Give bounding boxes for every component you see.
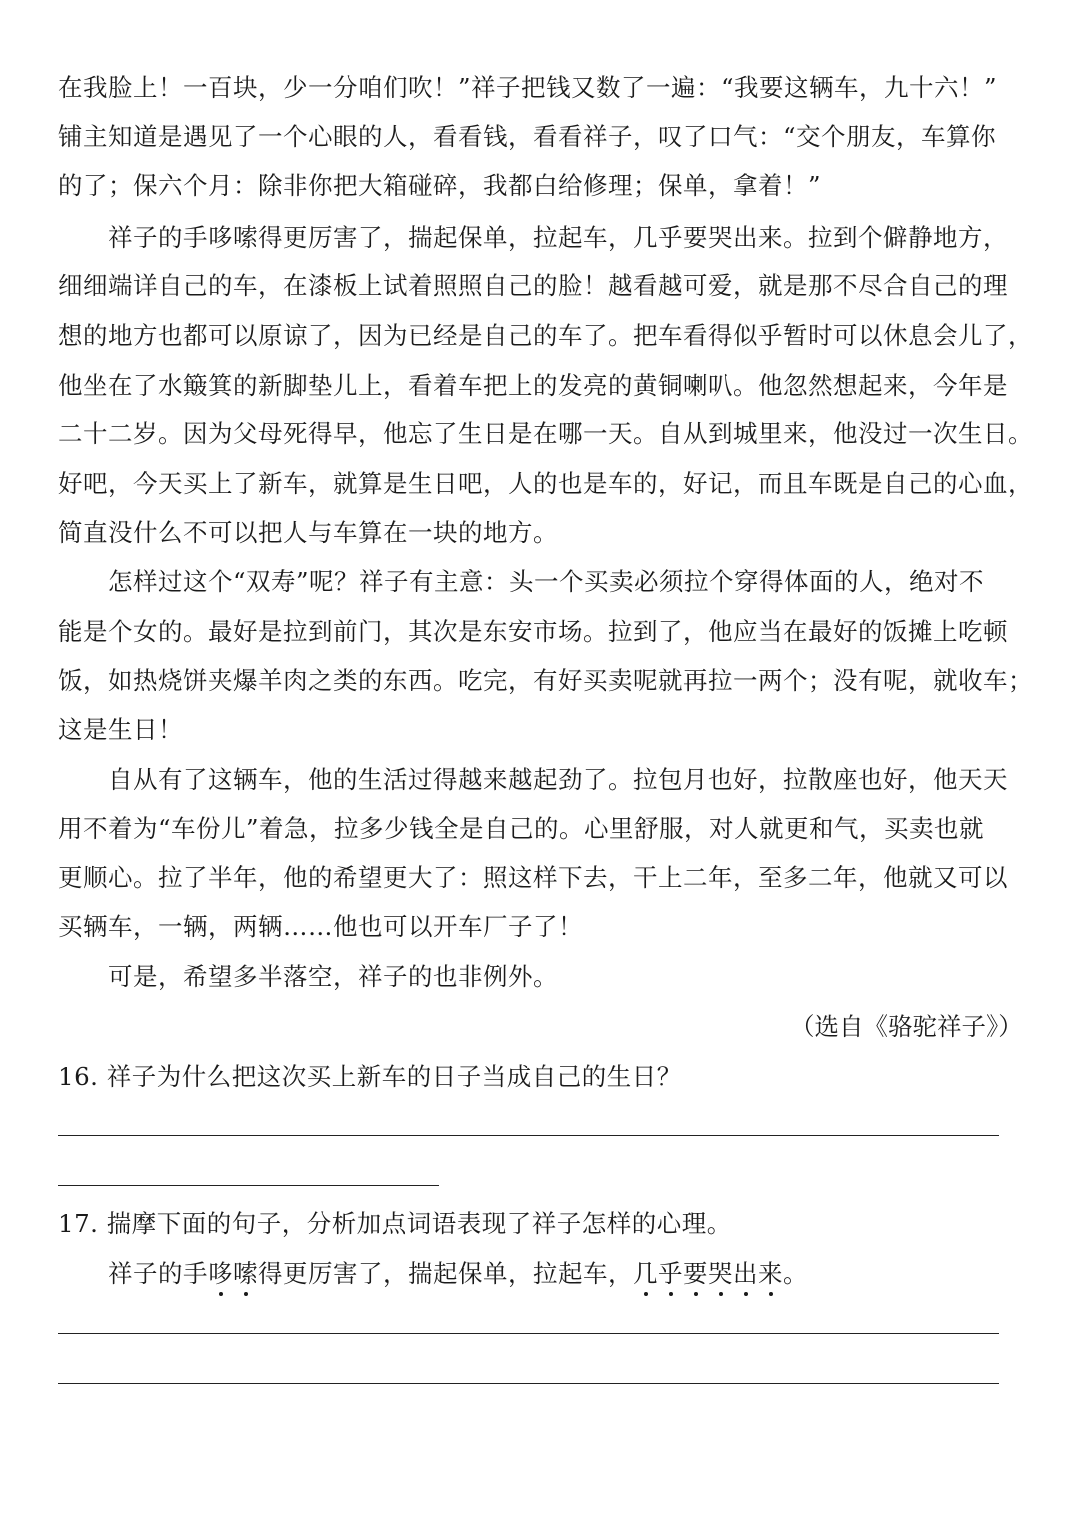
sentence-text: 。: [783, 1259, 808, 1288]
passage-line: 能是个女的。最好是拉到前门，其次是东安市场。拉到了，他应当在最好的饭摊上吃顿: [58, 617, 1008, 646]
passage-line: 用不着为“车份儿”着急，拉多少钱全是自己的。心里舒服，对人就更和气，买卖也就: [58, 814, 985, 843]
dotted-word-char: 几: [633, 1259, 658, 1288]
passage-line: 饭，如热烧饼夹爆羊肉之类的东西。吃完，有好买卖呢就再拉一两个；没有呢，就收车；: [58, 666, 1033, 695]
question-17: 17. 揣摩下面的句子，分析加点词语表现了祥子怎样的心理。: [58, 1209, 732, 1238]
passage-line: 自从有了这辆车，他的生活过得越来越起劲了。拉包月也好，拉散座也好，他天天: [108, 765, 1008, 794]
passage-line: 可是，希望多半落空，祥子的也非例外。: [108, 962, 558, 991]
passage-line: 铺主知道是遇见了一个心眼的人，看看钱，看看祥子，叹了口气：“交个朋友，车算你: [58, 122, 997, 151]
passage-line: 细细端详自己的车，在漆板上试着照照自己的脸！越看越可爱，就是那不尽合自己的理: [58, 271, 1008, 300]
passage-line: 二十二岁。因为父母死得早，他忘了生日是在哪一天。自从到城里来，他没过一次生日。: [58, 419, 1033, 448]
dotted-word-char: 出: [733, 1259, 758, 1288]
dotted-word-char: 哆: [208, 1259, 233, 1288]
passage-line: 简直没什么不可以把人与车算在一块的地方。: [58, 518, 558, 547]
passage-line: 好吧，今天买上了新车，就算是生日吧，人的也是车的，好记，而且车既是自己的心血，: [58, 469, 1033, 498]
passage-line: 更顺心。拉了半年，他的希望更大了：照这样下去，干上二年，至多二年，他就又可以: [58, 863, 1008, 892]
question-16: 16. 祥子为什么把这次买上新车的日子当成自己的生日？: [58, 1062, 682, 1091]
question-17-sentence: [108, 1258, 808, 1290]
sentence-text: 祥子的手: [108, 1259, 208, 1288]
answer-line[interactable]: [58, 1333, 999, 1334]
dotted-word-char: 乎: [658, 1259, 683, 1288]
dotted-word-char: 哭: [708, 1259, 733, 1288]
answer-line[interactable]: [58, 1383, 999, 1384]
passage-line: 这是生日！: [58, 715, 183, 744]
answer-line[interactable]: [58, 1185, 439, 1186]
passage-line: 他坐在了水簸箕的新脚垫儿上，看着车把上的发亮的黄铜喇叭。他忽然想起来，今年是: [58, 371, 1008, 400]
passage-line: 想的地方也都可以原谅了，因为已经是自己的车了。把车看得似乎暂时可以休息会儿了，: [58, 321, 1033, 350]
sentence-text: 得更厉害了，揣起保单，拉起车，: [258, 1259, 633, 1288]
answer-line[interactable]: [58, 1135, 999, 1136]
passage-line: 在我脸上！一百块，少一分咱们吹！”祥子把钱又数了一遍：“我要这辆车，九十六！”: [58, 73, 998, 102]
passage-line: 买辆车，一辆，两辆……他也可以开车厂子了！: [58, 912, 583, 941]
dotted-word-char: 嗦: [233, 1259, 258, 1288]
passage-line: 祥子的手哆嗦得更厉害了，揣起保单，拉起车，几乎要哭出来。拉到个僻静地方，: [108, 223, 1008, 252]
passage-line: 的了；保六个月：除非你把大箱碰碎，我都白给修理；保单，拿着！”: [58, 171, 822, 200]
passage-line: 怎样过这个“双寿”呢？祥子有主意：头一个买卖必须拉个穿得体面的人，绝对不: [108, 567, 985, 596]
dotted-word-char: 要: [683, 1259, 708, 1288]
dotted-word-char: 来: [758, 1259, 783, 1288]
passage-source: （选自《骆驼祥子》）: [790, 1012, 1023, 1041]
